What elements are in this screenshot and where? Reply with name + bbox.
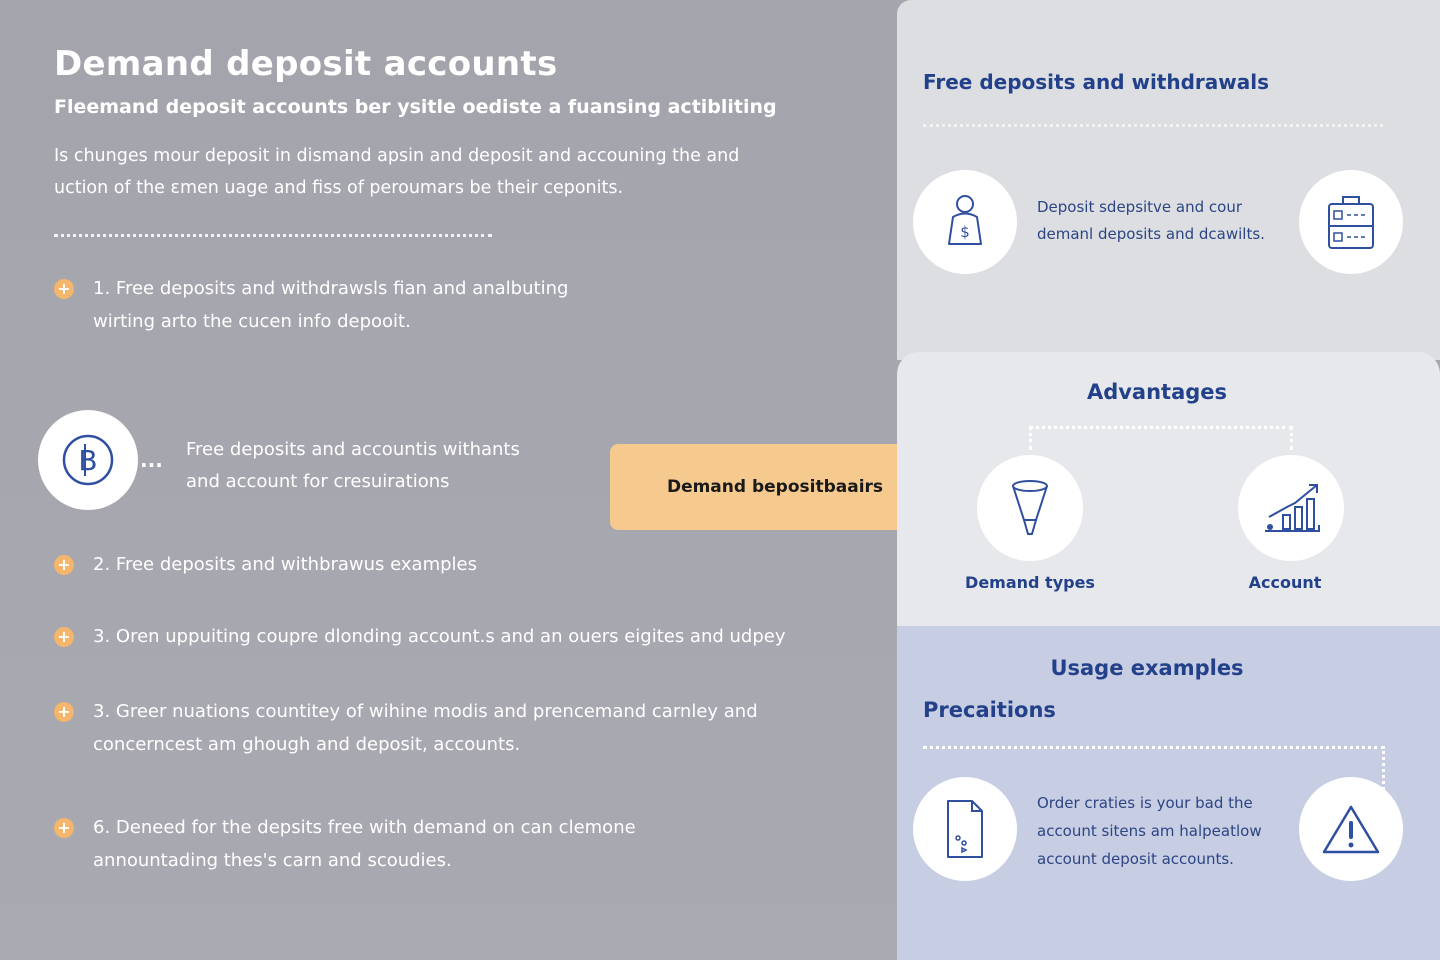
- usage-title: Usage examples: [1050, 656, 1244, 680]
- divider: [923, 124, 1383, 127]
- section-title: Free deposits and withdrawals: [923, 70, 1270, 94]
- list-item: + 1. Free deposits and withdrawsls fian and analbuting wirting arto the cucen info depooit.: [54, 272, 834, 338]
- free-deposits-text: Deposit sdepsitve and cour demanl deposits and dcawilts.: [1037, 198, 1265, 243]
- list-item: + 3. Oren uppuiting coupre dlonding account.s and an ouers eigites and udpey: [54, 620, 834, 653]
- connector: [1029, 426, 1293, 450]
- document-icon: [945, 798, 985, 860]
- briefcase-checklist-icon: [1325, 192, 1377, 252]
- growth-chart-icon: [1261, 481, 1321, 535]
- briefcase-circle: [1299, 170, 1403, 274]
- demand-types-circle[interactable]: [977, 455, 1083, 561]
- list-item: + 6. Deneed for the depsits free with demand on can clemone annountading thes's carn and scoudies.: [54, 811, 834, 877]
- money-bag-circle: [913, 170, 1017, 274]
- account-label: Account: [1248, 573, 1322, 592]
- subtitle: Fleemand deposit accounts ber ysitle oediste a fuansing actibliting: [54, 96, 777, 118]
- warning-circle: [1299, 777, 1403, 881]
- warning-icon: [1321, 803, 1381, 855]
- money-bag-icon: [943, 192, 987, 252]
- connector: [923, 746, 1385, 790]
- account-circle[interactable]: [1238, 455, 1344, 561]
- feature-icon-circle: [38, 410, 138, 510]
- plus-bullet-icon: +: [54, 555, 74, 575]
- demand-callout: Demand bepositbaairs: [610, 444, 900, 530]
- list-item: + 2. Free deposits and withbrawus examples: [54, 548, 834, 581]
- svg-text:$: $: [960, 223, 970, 241]
- funnel-icon: [1010, 478, 1050, 538]
- feature-text: Free deposits and accountis withants and account for cresuirations: [186, 439, 520, 492]
- svg-text:B: B: [78, 444, 98, 477]
- precautions-text: Order craties is your bad the account sitens am halpeatlow account deposit accounts.: [1037, 794, 1262, 868]
- intro-text: Is chunges mour deposit in dismand apsin and deposit and accouning the and uction of the εmen uage and fiss of peroumars be their ceponits.: [54, 146, 740, 198]
- advantages-title: Advantages: [1086, 380, 1228, 404]
- document-circle: [913, 777, 1017, 881]
- demand-types-label: Demand types: [965, 573, 1095, 592]
- plus-bullet-icon: +: [54, 279, 74, 299]
- page-title: Demand deposit accounts: [54, 44, 558, 84]
- divider: [54, 234, 492, 237]
- bitcoin-icon: [61, 433, 115, 487]
- ellipsis: ...: [140, 448, 163, 472]
- list-item: + 3. Greer nuations countitey of wihine modis and prencemand carnley and concerncest am ghough and deposit, accounts.: [54, 695, 834, 761]
- plus-bullet-icon: +: [54, 818, 74, 838]
- precautions-title: Precaitions: [923, 698, 1056, 722]
- plus-bullet-icon: +: [54, 702, 74, 722]
- plus-bullet-icon: +: [54, 627, 74, 647]
